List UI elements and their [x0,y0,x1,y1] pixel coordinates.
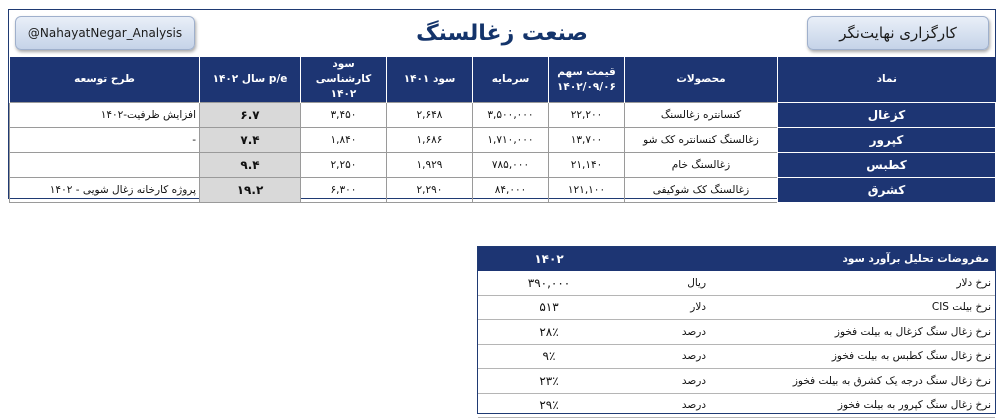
stocks-table [9,57,996,203]
assumption-unit: درصد [620,393,710,418]
symbol-cell: کطبس [778,153,996,178]
expert-profit-cell: ۳,۴۵۰ [301,103,387,128]
assumption-row [478,369,995,394]
assumption-label: نرخ بیلت CIS [710,295,995,320]
products-cell: کنسانتره زغالسنگ [625,103,778,128]
products-cell: زغالسنگ خام [625,153,778,178]
products-cell: زغالسنگ کک شوکیفی [625,178,778,203]
assumption-unit: درصد [620,320,710,345]
assumptions-table [478,247,995,418]
table-row [10,103,996,128]
pe-cell: ۶.۷ [200,103,301,128]
capital-cell: ۸۴,۰۰۰ [473,178,549,203]
handle-badge: @NahayatNegar_Analysis [15,16,195,50]
assumption-label: نرخ دلار [710,271,995,295]
column-header: نماد [778,57,996,103]
assumption-row [478,344,995,369]
assumptions-year: ۱۴۰۲ [478,247,620,271]
assumption-value: ۲۹٪ [478,393,620,418]
expert-profit-cell: ۱,۸۴۰ [301,128,387,153]
assumption-value: ۲۸٪ [478,320,620,345]
banner [9,10,995,58]
price-cell: ۱۲۱,۱۰۰ [549,178,625,203]
column-header: طرح توسعه [10,57,200,103]
assumption-row [478,393,995,418]
symbol-cell: کشرق [778,178,996,203]
profit-1401-cell: ۲,۲۹۰ [387,178,473,203]
assumption-unit: ریال [620,271,710,295]
table-row [10,128,996,153]
assumption-unit: درصد [620,344,710,369]
profit-1401-cell: ۱,۶۸۶ [387,128,473,153]
table-header-row [10,57,996,103]
profit-1401-cell: ۱,۹۲۹ [387,153,473,178]
assumption-row [478,295,995,320]
symbol-cell: کپرور [778,128,996,153]
development-plan-cell: افزایش ظرفیت-۱۴۰۲ [10,103,200,128]
price-cell: ۲۱,۱۴۰ [549,153,625,178]
pe-cell: ۱۹.۲ [200,178,301,203]
assumptions-title: مفروضات تحلیل برآورد سود [620,247,995,271]
symbol-cell: کزغال [778,103,996,128]
assumption-label: نرخ زغال سنگ کپرور به بیلت فخوز [710,393,995,418]
price-cell: ۲۲,۲۰۰ [549,103,625,128]
column-header: p/e سال ۱۴۰۲ [200,57,301,103]
assumption-unit: دلار [620,295,710,320]
pe-cell: ۷.۴ [200,128,301,153]
profit-1401-cell: ۲,۶۴۸ [387,103,473,128]
column-header: سرمایه [473,57,549,103]
brand-badge: کارگزاری نهایت‌نگر [807,16,989,50]
products-cell: زغالسنگ کنسانتره کک شو [625,128,778,153]
column-header: محصولات [625,57,778,103]
development-plan-cell: - [10,128,200,153]
pe-cell: ۹.۴ [200,153,301,178]
table-row [10,178,996,203]
development-plan-cell [10,153,200,178]
assumptions-panel [477,246,996,414]
assumption-label: نرخ زغال سنگ کزغال به بیلت فخوز [710,320,995,345]
assumption-row [478,271,995,295]
development-plan-cell: پروژه کارخانه زغال شویی - ۱۴۰۲ [10,178,200,203]
assumption-row [478,320,995,345]
expert-profit-cell: ۶,۳۰۰ [301,178,387,203]
capital-cell: ۷۸۵,۰۰۰ [473,153,549,178]
capital-cell: ۱,۷۱۰,۰۰۰ [473,128,549,153]
page-title: صنعت زغالسنگ [416,20,588,46]
column-header: قیمت سهم ۱۴۰۲/۰۹/۰۶ [549,57,625,103]
column-header: سود ۱۴۰۱ [387,57,473,103]
assumption-value: ۲۳٪ [478,369,620,394]
industry-panel [8,9,996,199]
price-cell: ۱۳,۷۰۰ [549,128,625,153]
assumption-label: نرخ زغال سنگ درجه یک کشرق به بیلت فخوز [710,369,995,394]
assumption-unit: درصد [620,369,710,394]
table-row [10,153,996,178]
expert-profit-cell: ۲,۲۵۰ [301,153,387,178]
assumptions-header-row [478,247,995,271]
assumption-value: ۹٪ [478,344,620,369]
assumption-value: ۳۹۰,۰۰۰ [478,271,620,295]
assumption-value: ۵۱۳ [478,295,620,320]
capital-cell: ۳,۵۰۰,۰۰۰ [473,103,549,128]
assumption-label: نرخ زغال سنگ کطبس به بیلت فخوز [710,344,995,369]
column-header: سود کارشناسی ۱۴۰۲ [301,57,387,103]
